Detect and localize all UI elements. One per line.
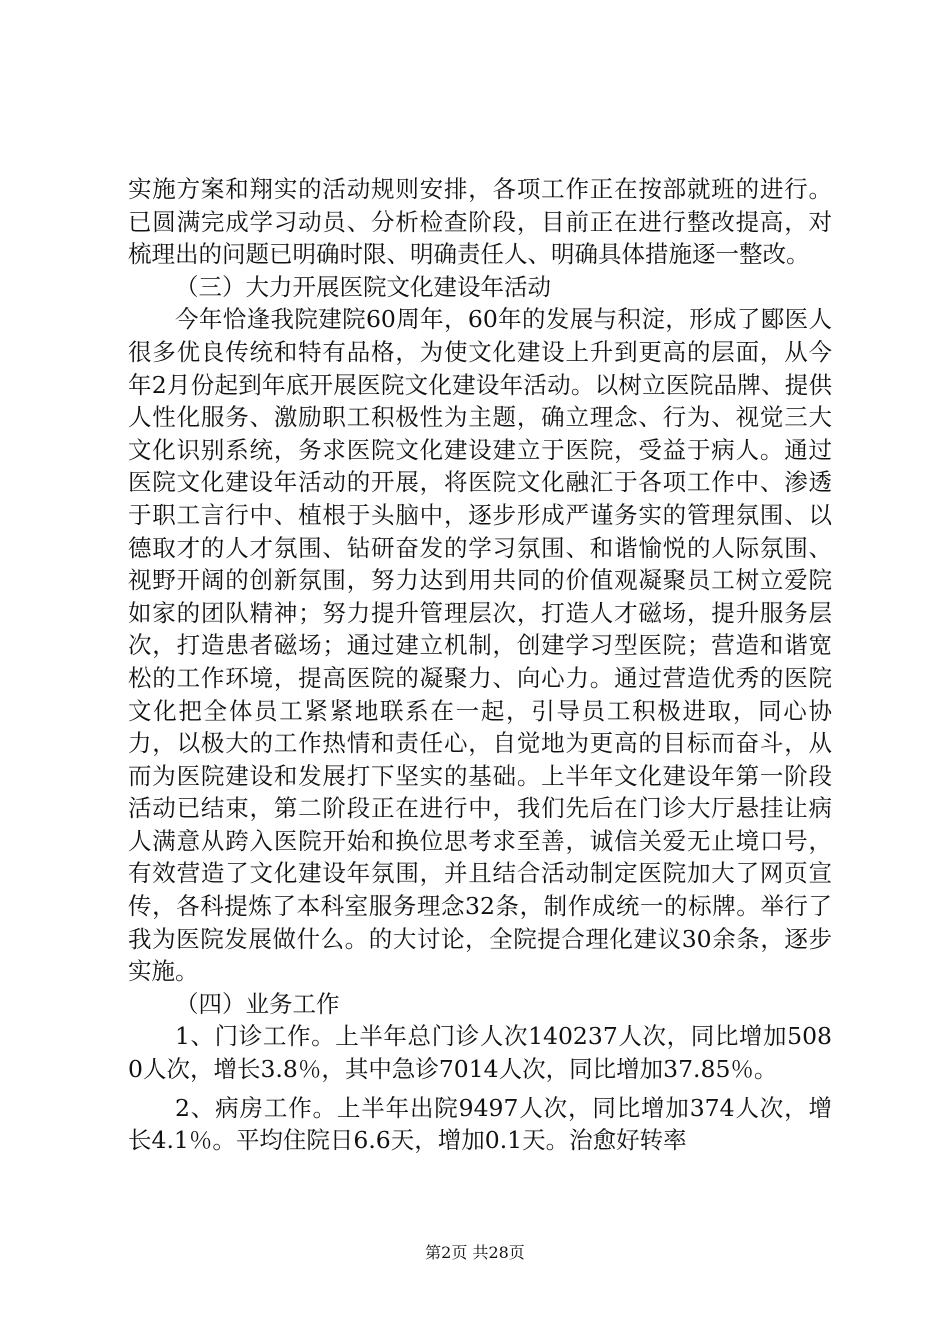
paragraph-continuation: 实施方案和翔实的活动规则安排，各项工作正在按部就班的进行。已圆满完成学习动员、分析检查阶段，目前正在进行整改提高，对梳理出的问题已明确时限、明确责任人、明确具体措施逐一整改。 [128, 175, 832, 269]
paragraph-culture-year: 今年恰逢我院建院60周年，60年的发展与积淀，形成了郾医人很多优良传统和特有品格，为使文化建设上升到更高的层面，从今年2月份起到年底开展医院文化建设年活动。以树立医院品牌、提供人性化服务、激励职工积极性为主题，确立理念、行为、视觉三大文化识别系统，务求医院文化建设建立于医院，受益于病人。通过医院文化建设年活动的开展，将医院文化融汇于各项工作中、渗透于职工言行中、植根于头脑中，逐步形成严谨务实的管理氛围、以德取才的人才氛围、钻研奋发的学习氛围、和谐愉悦的人际氛围、视野开阔的创新氛围，努力达到用共同的价值观凝聚员工树立爱院如家的团队精神；努力提升管理层次，打造人才磁场，提升服务层次，打造患者磁场；通过建立机制，创建学习型医院；营造和谐宽松的工作环境，提高医院的凝聚力、向心力。通过营造优秀的医院文化把全体员工紧紧地联系在一起，引导员工积极进取，同心协力，以极大的工作热情和责任心，自觉地为更高的目标而奋斗，从而为医院建设和发展打下坚实的基础。上半年文化建设年第一阶段活动已结束，第二阶段正在进行中，我们先后在门诊大厅悬挂让病人满意从跨入医院开始和换位思考求至善，诚信关爱无止境口号，有效营造了文化建设年氛围，并且结合活动制定医院加大了网页宣传，各科提炼了本科室服务理念32条，制作成统一的标牌。举行了我为医院发展做什么。的大讨论，全院提合理化建议30余条，逐步实施。 [128, 305, 832, 986]
section-heading-business: （四）业务工作 [175, 989, 340, 1018]
paragraph-outpatient: 1、门诊工作。上半年总门诊人次140237人次，同比增加5080人次，增长3.8％，其中急诊7014人次，同比增加37.85％。 [128, 1022, 832, 1084]
document-body [128, 173, 832, 1157]
page-footer: 第2页 共28页 [425, 1243, 525, 1262]
section-heading-culture: （三）大力开展医院文化建设年活动 [175, 272, 551, 301]
paragraph-inpatient: 2、病房工作。上半年出院9497人次，同比增加374人次，增长4.1％。平均住院日6.6天，增加0.1天。治愈好转率 [128, 1093, 832, 1155]
